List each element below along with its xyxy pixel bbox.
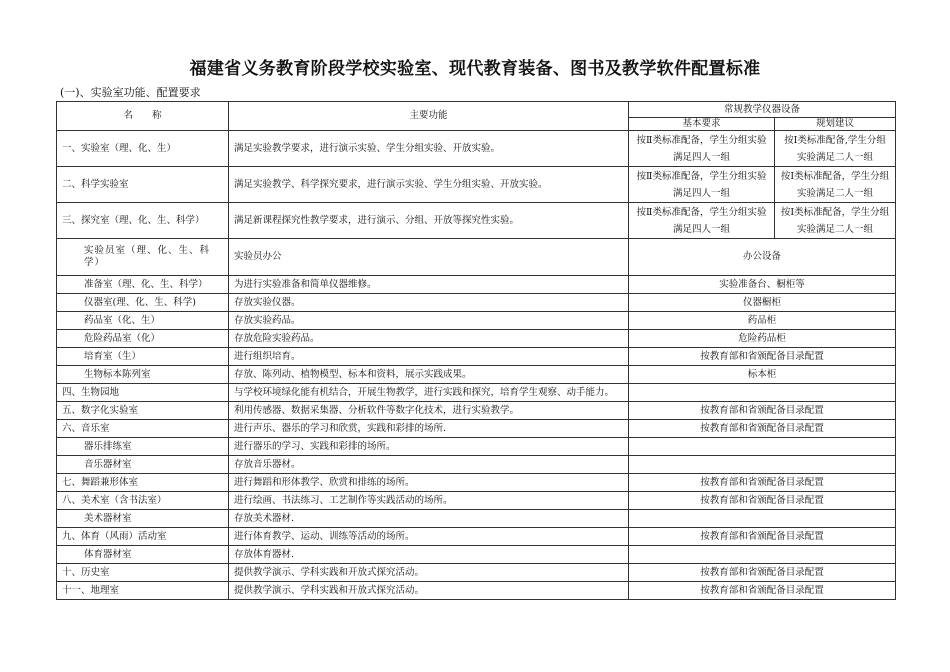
- table-row: [57, 366, 896, 384]
- table-row: [57, 510, 896, 528]
- room-name: 七、舞蹈兼形体室: [57, 474, 229, 492]
- plan-suggestion: 按Ⅰ类标准配备，学生分组实验满足二人一组: [775, 167, 896, 203]
- room-name: 培育室（生）: [57, 348, 229, 366]
- lab-config-table: [56, 101, 896, 600]
- room-name: 药品室（化、生）: [57, 312, 229, 330]
- room-function: 进行组织培育。: [229, 348, 629, 366]
- equipment: [629, 546, 896, 564]
- room-function: 存放、陈列动、植物模型、标本和资料，展示实践成果。: [229, 366, 629, 384]
- equipment: [629, 456, 896, 474]
- equipment: 标本柜: [629, 366, 896, 384]
- header-name: 名 称: [57, 102, 229, 131]
- equipment: 按教育部和省颁配备目录配置: [629, 474, 896, 492]
- room-function: 满足新课程探究性教学要求，进行演示、分组、开放等探究性实验。: [229, 203, 629, 239]
- room-name: 十、历史室: [57, 564, 229, 582]
- room-function: 进行体育教学、运动、训练等活动的场所。: [229, 528, 629, 546]
- table-row: [57, 474, 896, 492]
- room-name: 美术器材室: [57, 510, 229, 528]
- room-name: 八、美术室（含书法室）: [57, 492, 229, 510]
- basic-requirement: 按Ⅱ类标准配备，学生分组实验满足四人一组: [629, 167, 775, 203]
- table-row: [57, 438, 896, 456]
- room-name: 六、音乐室: [57, 420, 229, 438]
- equipment: 危险药品柜: [629, 330, 896, 348]
- room-function: 存放实验药品。: [229, 312, 629, 330]
- table-row: [57, 330, 896, 348]
- equipment: 按教育部和省颁配备目录配置: [629, 492, 896, 510]
- basic-requirement: 按Ⅱ类标准配备，学生分组实验满足四人一组: [629, 203, 775, 239]
- room-function: 存放实验仪器。: [229, 294, 629, 312]
- equipment: [629, 384, 896, 402]
- room-name: 危险药品室（化）: [57, 330, 229, 348]
- equipment: 按教育部和省颁配备目录配置: [629, 420, 896, 438]
- header-equipment: 常规教学仪器设备: [629, 102, 896, 118]
- table-row: [57, 384, 896, 402]
- room-function: 实验员办公: [229, 239, 629, 276]
- table-row: [57, 276, 896, 294]
- room-function: 存放美术器材.: [229, 510, 629, 528]
- document-title: 福建省义务教育阶段学校实验室、现代教育装备、图书及教学软件配置标准: [189, 59, 761, 79]
- table-row: [57, 582, 896, 600]
- room-function: 进行绘画、书法练习、工艺制作等实践活动的场所。: [229, 492, 629, 510]
- table-row: [57, 131, 896, 167]
- section-heading: (一)、实验室功能、配置要求: [60, 86, 201, 99]
- basic-requirement: 按Ⅱ类标准配备，学生分组实验满足四人一组: [629, 131, 775, 167]
- room-name: 九、体育（风雨）活动室: [57, 528, 229, 546]
- equipment: 药品柜: [629, 312, 896, 330]
- room-function: 满足实验教学、科学探究要求，进行演示实验、学生分组实验、开放实验。: [229, 167, 629, 203]
- table-row: [57, 167, 896, 203]
- room-function: 存放危险实验药品。: [229, 330, 629, 348]
- table-row: [57, 239, 896, 276]
- plan-suggestion: 按Ⅰ类标准配备，学生分组实验满足二人一组: [775, 203, 896, 239]
- room-function: 提供教学演示、学科实践和开放式探究活动。: [229, 564, 629, 582]
- room-function: 满足实验教学要求，进行演示实验、学生分组实验、开放实验。: [229, 131, 629, 167]
- room-name: 二、科学实验室: [57, 167, 229, 203]
- room-name: 音乐器材室: [57, 456, 229, 474]
- table-row: [57, 294, 896, 312]
- room-name: 器乐排练室: [57, 438, 229, 456]
- table-row: [57, 203, 896, 239]
- room-function: 为进行实验准备和简单仪器维修。: [229, 276, 629, 294]
- header-function: 主要功能: [229, 102, 629, 131]
- equipment: 办公设备: [629, 239, 896, 276]
- room-function: 进行声乐、器乐的学习和欣赏，实践和彩排的场所.: [229, 420, 629, 438]
- header-plan: 规划建议: [775, 118, 896, 131]
- table-row: [57, 420, 896, 438]
- equipment: 实验准备台、橱柜等: [629, 276, 896, 294]
- room-function: 存放体育器材.: [229, 546, 629, 564]
- room-name: 体育器材室: [57, 546, 229, 564]
- room-function: 存放音乐器材。: [229, 456, 629, 474]
- table-row: [57, 402, 896, 420]
- room-function: 与学校环境绿化能有机结合，开展生物教学，进行实践和探究，培育学生观察、动手能力。: [229, 384, 629, 402]
- equipment: 按教育部和省颁配备目录配置: [629, 564, 896, 582]
- equipment: 按教育部和省颁配备目录配置: [629, 582, 896, 600]
- room-name: 生物标本陈列室: [57, 366, 229, 384]
- room-name: 四、生物园地: [57, 384, 229, 402]
- table-row: [57, 348, 896, 366]
- room-name: 三、探究室（理、化、生、科学）: [57, 203, 229, 239]
- equipment: 按教育部和省颁配备目录配置: [629, 402, 896, 420]
- room-name: 五、数字化实验室: [57, 402, 229, 420]
- equipment: [629, 438, 896, 456]
- room-name: 十一、地理室: [57, 582, 229, 600]
- room-function: 进行舞蹈和形体教学、欣赏和排练的场所。: [229, 474, 629, 492]
- equipment: 按教育部和省颁配备目录配置: [629, 528, 896, 546]
- room-function: 进行器乐的学习、实践和彩排的场所。: [229, 438, 629, 456]
- plan-suggestion: 按Ⅰ类标准配备,学生分组实验满足二人一组: [775, 131, 896, 167]
- room-function: 提供教学演示、学科实践和开放式探究活动。: [229, 582, 629, 600]
- table-row: [57, 312, 896, 330]
- table-row: [57, 564, 896, 582]
- room-function: 利用传感器、数据采集器、分析软件等数字化技术，进行实验教学。: [229, 402, 629, 420]
- room-name: 准备室（理、化、生、科学）: [57, 276, 229, 294]
- equipment: 仪器橱柜: [629, 294, 896, 312]
- header-basic: 基本要求: [629, 118, 775, 131]
- table-row: [57, 528, 896, 546]
- room-name: 实验员室（理、化、生、科学）: [57, 239, 229, 276]
- room-name: 一、实验室（理、化、生）: [57, 131, 229, 167]
- table-row: [57, 546, 896, 564]
- table-row: [57, 456, 896, 474]
- equipment: [629, 510, 896, 528]
- room-name: 仪器室(理、化、生、科学): [57, 294, 229, 312]
- table-row: [57, 492, 896, 510]
- equipment: 按教育部和省颁配备目录配置: [629, 348, 896, 366]
